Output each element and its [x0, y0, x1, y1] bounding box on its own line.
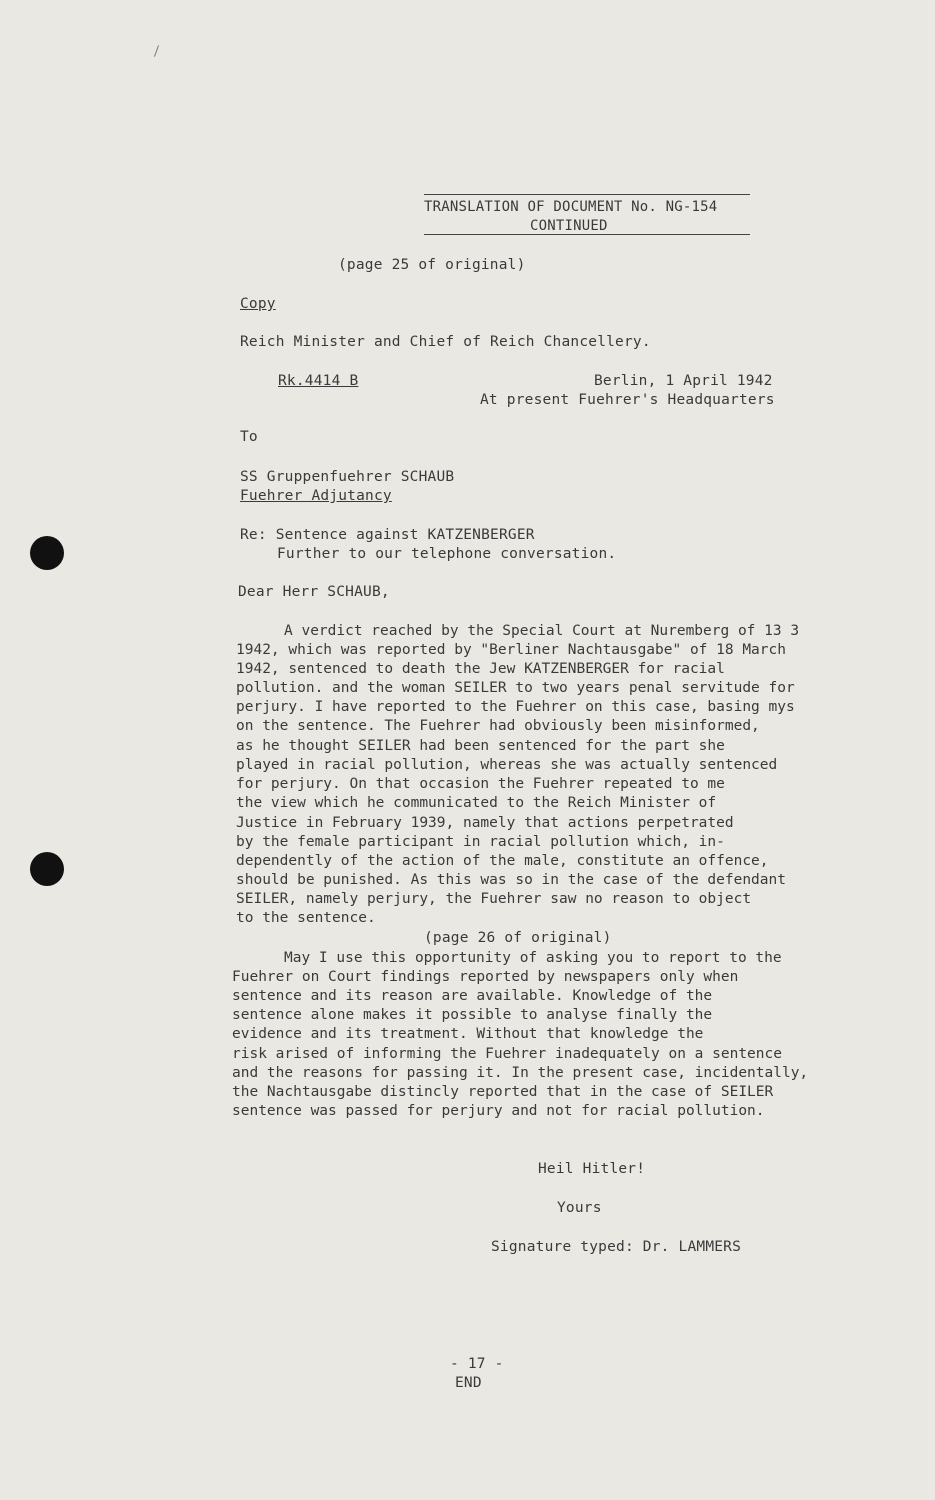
p2-line: the Nachtausgabe distincly reported that in the case of SEILER — [232, 1084, 774, 1100]
p2-line: evidence and its treatment. Without that knowledge the — [232, 1026, 704, 1042]
to-label: To — [240, 429, 258, 445]
page-number: - 17 - — [450, 1356, 504, 1372]
p1-line: perjury. I have reported to the Fuehrer on this case, basing mys — [236, 699, 795, 715]
p1-line: for perjury. On that occasion the Fuehrer repeated to me — [236, 776, 725, 792]
header-title: TRANSLATION OF DOCUMENT No. NG-154 — [424, 199, 718, 215]
p2-line: risk arised of informing the Fuehrer inadequately on a sentence — [232, 1046, 782, 1062]
punch-hole-top — [30, 536, 64, 570]
header-continued: CONTINUED — [530, 218, 608, 234]
p1-line: pollution. and the woman SEILER to two years penal servitude for — [236, 680, 795, 696]
p1-line: SEILER, namely perjury, the Fuehrer saw no reason to object — [236, 891, 752, 907]
end-label: END — [455, 1375, 482, 1391]
p1-line: 1942, which was reported by "Berliner Nachtausgabe" of 18 March — [236, 642, 786, 658]
p1-line: A verdict reached by the Special Court at Nuremberg of 13 3 — [284, 623, 800, 639]
p2-line: sentence alone makes it possible to analyse finally the — [232, 1007, 713, 1023]
page-ref-25: (page 25 of original) — [338, 257, 526, 273]
p1-line: dependently of the action of the male, constitute an offence, — [236, 853, 769, 869]
closing-yours: Yours — [557, 1200, 602, 1216]
p2-line: May I use this opportunity of asking you to report to the — [284, 950, 782, 966]
header-rule-bottom — [424, 234, 750, 235]
p1-line: should be punished. As this was so in the case of the defendant — [236, 872, 786, 888]
signature-line: Signature typed: Dr. LAMMERS — [491, 1239, 742, 1255]
closing-heil: Heil Hitler! — [538, 1161, 646, 1177]
recipient-name: SS Gruppenfuehrer SCHAUB — [240, 469, 455, 485]
p1-line: played in racial pollution, whereas she was actually sentenced — [236, 757, 778, 773]
p1-line: to the sentence. — [236, 910, 376, 926]
recipient-unit: Fuehrer Adjutancy — [240, 488, 392, 504]
p2-line: sentence was passed for perjury and not for racial pollution. — [232, 1103, 765, 1119]
p1-line: 1942, sentenced to death the Jew KATZENBERGER for racial — [236, 661, 725, 677]
page-ref-26: (page 26 of original) — [424, 930, 612, 946]
copy-label: Copy — [240, 296, 276, 312]
salutation: Dear Herr SCHAUB, — [238, 584, 390, 600]
p1-line: by the female participant in racial pollution which, in- — [236, 834, 725, 850]
p1-line: as he thought SEILER had been sentenced for the part she — [236, 738, 725, 754]
pencil-mark — [154, 45, 159, 57]
p2-line: Fuehrer on Court findings reported by newspapers only when — [232, 969, 739, 985]
reference-number: Rk.4414 B — [278, 373, 359, 389]
subject-line: Re: Sentence against KATZENBERGER — [240, 527, 535, 543]
p1-line: on the sentence. The Fuehrer had obviously been misinformed, — [236, 718, 760, 734]
punch-hole-bottom — [30, 852, 64, 886]
p1-line: the view which he communicated to the Reich Minister of — [236, 795, 717, 811]
p2-line: sentence and its reason are available. Knowledge of the — [232, 988, 713, 1004]
location-line: At present Fuehrer's Headquarters — [480, 392, 775, 408]
header-rule-top — [424, 194, 750, 195]
place-date: Berlin, 1 April 1942 — [594, 373, 773, 389]
sender-line: Reich Minister and Chief of Reich Chancellery. — [240, 334, 651, 350]
p1-line: Justice in February 1939, namely that actions perpetrated — [236, 815, 734, 831]
subject-further: Further to our telephone conversation. — [277, 546, 617, 562]
p2-line: and the reasons for passing it. In the present case, incidentally, — [232, 1065, 809, 1081]
